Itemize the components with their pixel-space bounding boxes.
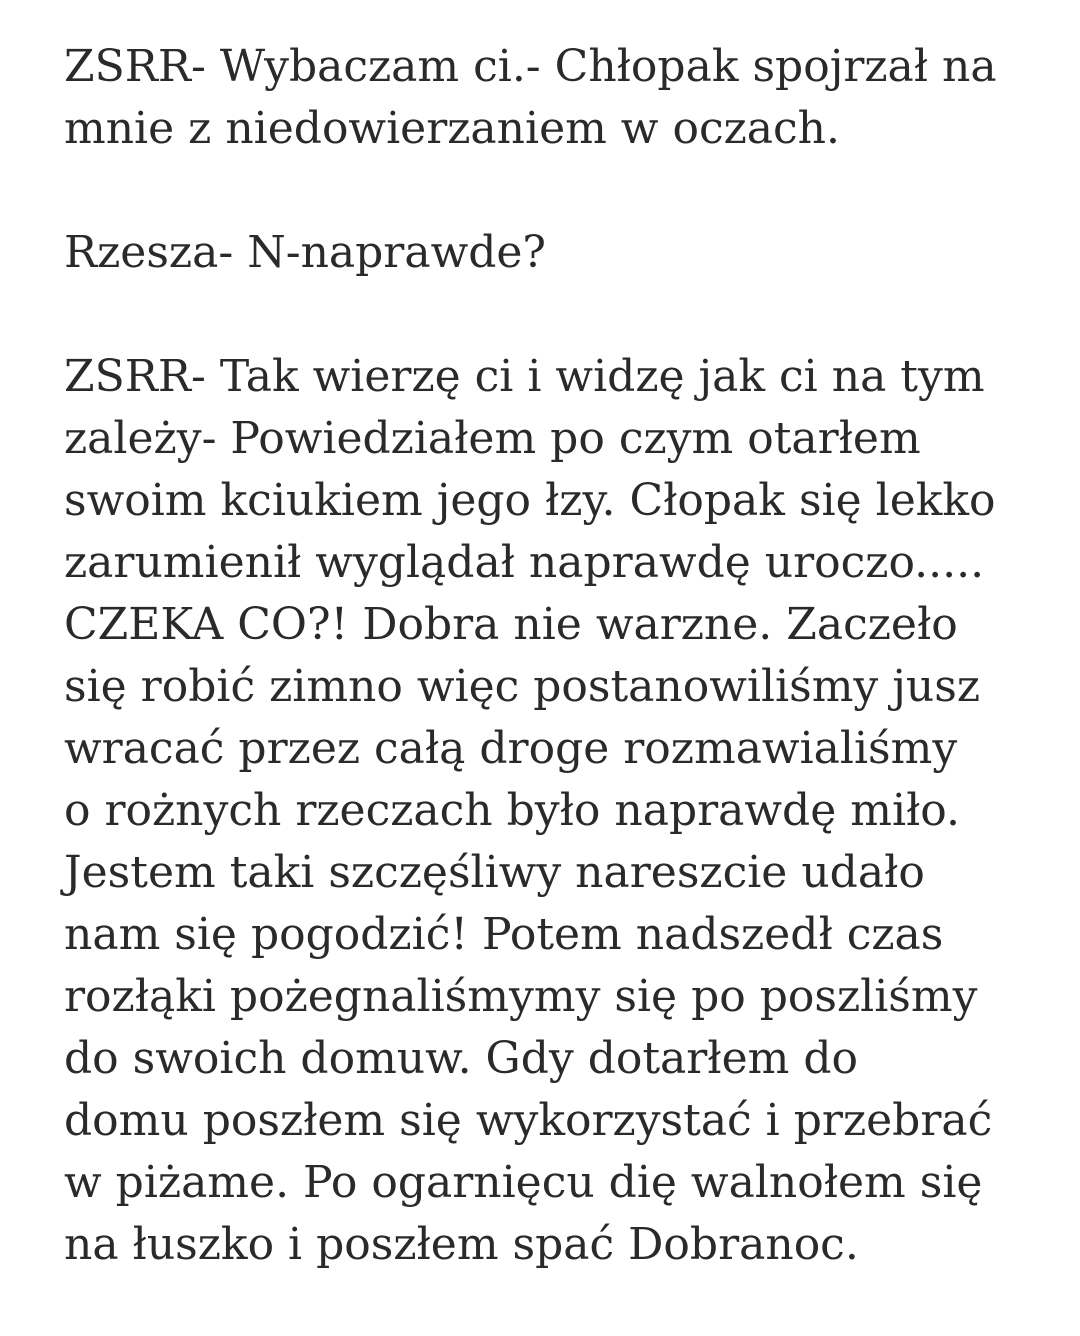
text-line: ZSRR- Wybaczam ci.- Chłopak spojrzał na: [64, 41, 997, 92]
text-line: CZEKA CO?! Dobra nie warzne. Zaczeło: [64, 599, 958, 650]
text-line: się robić zimno więc postanowiliśmy jusz: [64, 661, 981, 712]
text-line: domu poszłem się wykorzystać i przebrać: [64, 1095, 993, 1146]
text-line: ZSRR- Tak wierzę ci i widzę jak ci na tym: [64, 351, 985, 402]
text-line: zależy- Powiedziałem po czym otarłem: [64, 413, 921, 464]
text-line: na łuszko i poszłem spać Dobranoc.: [64, 1219, 859, 1270]
story-text: [64, 36, 1054, 1276]
paragraph-3: [64, 346, 1054, 1276]
text-line: swoim kciukiem jego łzy. Cłopak się lekko: [64, 475, 996, 526]
text-line: Jestem taki szczęśliwy nareszcie udało: [64, 847, 925, 898]
text-line: o rożnych rzeczach było naprawdę miło.: [64, 785, 961, 836]
text-line: nam się pogodzić! Potem nadszedł czas: [64, 909, 944, 960]
text-line: rozłąki pożegnaliśmymy się po poszliśmy: [64, 971, 978, 1022]
text-line: do swoich domuw. Gdy dotarłem do: [64, 1033, 858, 1084]
paragraph-2: [64, 222, 1054, 284]
paragraph-1: [64, 36, 1054, 160]
text-line: mnie z niedowierzaniem w oczach.: [64, 103, 840, 154]
text-line: w piżame. Po ogarnięcu dię walnołem się: [64, 1157, 983, 1208]
text-line: zarumienił wyglądał naprawdę uroczo.....: [64, 537, 985, 588]
text-line: wracać przez całą droge rozmawialiśmy: [64, 723, 958, 774]
text-line: Rzesza- N-naprawde?: [64, 227, 547, 278]
